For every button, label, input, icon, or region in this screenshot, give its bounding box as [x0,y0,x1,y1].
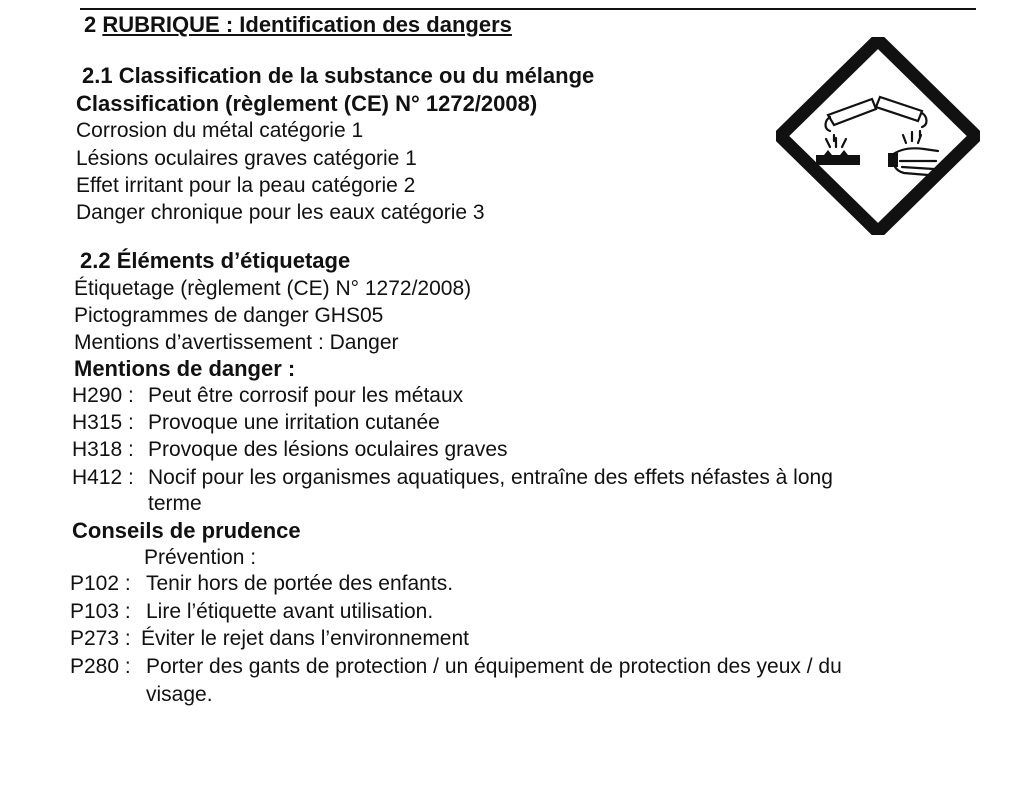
precautionary-statement [70,626,469,652]
classification-reg-heading: Classification (règlement (CE) N° 1272/2008) [76,91,538,116]
hazard-code: H318 : [72,438,134,461]
hazard-statements-heading: Mentions de danger : [74,356,296,381]
labelling-regulation: Étiquetage (règlement (CE) N° 1272/2008) [74,277,472,300]
precautionary-heading: Conseils de prudence [72,518,301,543]
hazard-statement [72,437,508,463]
precautionary-statement [70,654,842,680]
heading-2-2: 2.2 Éléments d’étiquetage [80,248,351,273]
precautionary-statement [70,571,453,597]
hazard-code: H315 : [72,411,134,434]
pictograms-line: Pictogrammes de danger GHS05 [74,304,384,327]
precaution-text: Tenir hors de portée des enfants. [146,572,454,595]
classification-item: Lésions oculaires graves catégorie 1 [76,147,417,170]
prevention-label: Prévention : [144,546,257,569]
hazard-text: Nocif pour les organismes aquatiques, entraîne des effets néfastes à long [148,466,833,489]
hazard-text-continuation: terme [148,492,202,515]
heading-2-1: 2.1 Classification de la substance ou du mélange [82,63,595,88]
hazard-code: H290 : [72,384,134,407]
classification-item: Effet irritant pour la peau catégorie 2 [76,174,416,197]
section-heading [84,12,512,38]
hazard-text: Peut être corrosif pour les métaux [148,384,464,407]
classification-item: Corrosion du métal catégorie 1 [76,119,364,142]
top-rule [80,8,976,10]
section-number: 2 [84,12,97,37]
ghs05-corrosion-icon [776,37,980,235]
precaution-text: Lire l’étiquette avant utilisation. [146,600,434,623]
hazard-text: Provoque des lésions oculaires graves [148,438,508,461]
precaution-code: P103 : [70,600,131,623]
hazard-statement [72,383,463,409]
precaution-text-continuation: visage. [146,683,213,706]
precaution-text: Éviter le rejet dans l’environnement [141,627,470,650]
precaution-code: P102 : [70,572,131,595]
precautionary-statement [70,599,433,625]
precaution-code: P280 : [70,655,131,678]
signal-word-line: Mentions d’avertissement : Danger [74,331,399,354]
hazard-statement [72,410,440,436]
hazard-statement [72,465,833,491]
precaution-code: P273 : [70,627,131,650]
precaution-text: Porter des gants de protection / un équipement de protection des yeux / du [146,655,842,678]
classification-item: Danger chronique pour les eaux catégorie 3 [76,201,485,224]
hazard-code: H412 : [72,466,134,489]
hazard-text: Provoque une irritation cutanée [148,411,440,434]
section-title: RUBRIQUE : Identification des dangers [102,12,512,37]
